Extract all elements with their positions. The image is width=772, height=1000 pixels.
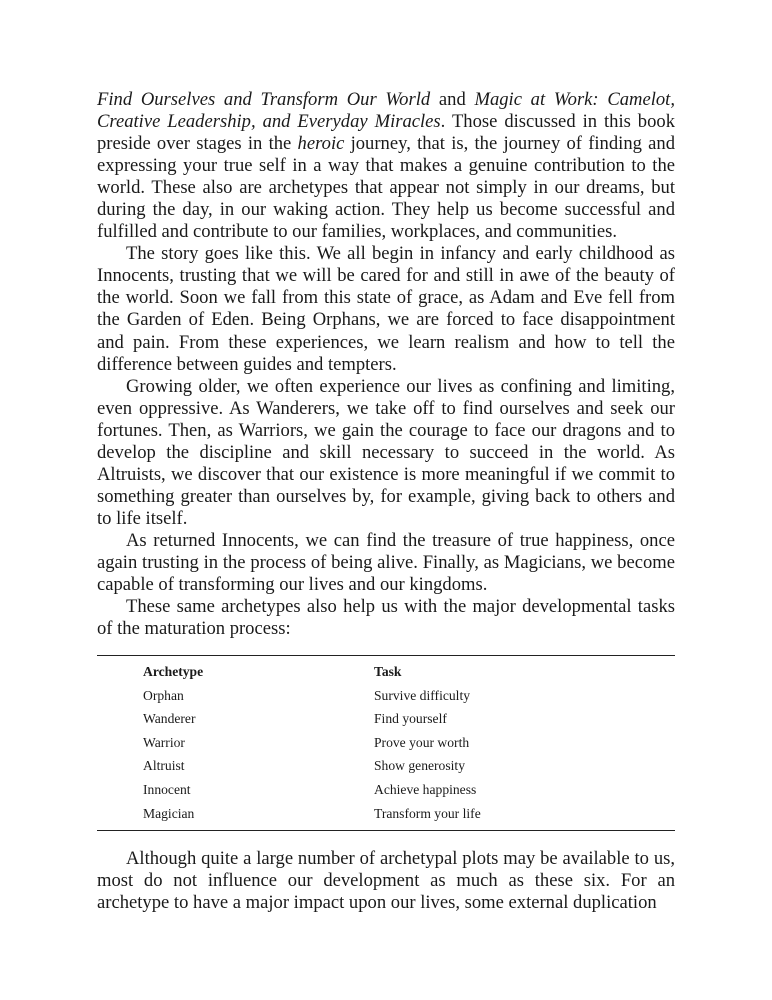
archetype-cell: Altruist <box>143 758 185 774</box>
task-cell: Show generosity <box>374 758 465 774</box>
paragraph-story: The story goes like this. We all begin in infancy and early childhood as Innocents, trusting that we will be cared for and still in awe of the beauty of the world. Soon we fall from this state of grace, as Adam and Eve fell from the Garden of Eden. Being Orphans, we are forced to face disappointment and pain. From these experiences, we learn realism and how to tell the difference between guides and tempters. <box>97 243 675 375</box>
archetype-cell: Orphan <box>143 687 184 703</box>
heroic-word: heroic <box>297 133 345 155</box>
archetype-cell: Magician <box>143 805 195 821</box>
intro-paragraph <box>97 89 675 243</box>
paragraph-returned-innocents: As returned Innocents, we can find the treasure of true happiness, once again trusting in the process of being alive. Finally, as Magicians, we become capable of transforming our lives and our kingdoms. <box>97 529 675 596</box>
intro-text-a: . Those discussed in this book preside over stages in the <box>97 111 675 155</box>
task-cell: Prove your worth <box>374 734 470 750</box>
task-cell: Transform your life <box>374 805 481 821</box>
header-task: Task <box>374 663 402 679</box>
book-title-2: Magic at Work: Camelot, Creative Leadership, and Everyday Miracles <box>97 89 675 133</box>
paragraph-developmental-tasks: These same archetypes also help us with the major developmental tasks of the maturation process: <box>97 596 675 640</box>
table-row <box>97 802 675 826</box>
task-cell: Achieve happiness <box>374 781 477 797</box>
table-row <box>97 731 675 755</box>
table-row <box>97 707 675 731</box>
book-page <box>97 89 675 914</box>
table-row <box>97 755 675 779</box>
task-cell: Find yourself <box>374 711 447 727</box>
book-title-1: Find Ourselves and Transform Our World <box>97 89 431 110</box>
paragraph-closing: Although quite a large number of archetypal plots may be available to us, most do not influence our development as much as these six. For an archetype to have a major impact upon our lives, some external duplication <box>97 848 675 914</box>
archetype-cell: Innocent <box>143 781 191 797</box>
intro-joiner: and <box>430 89 475 110</box>
table-row <box>97 778 675 802</box>
archetype-table <box>97 655 675 831</box>
closing-section <box>97 848 675 914</box>
table-header-row <box>97 660 675 684</box>
archetype-cell: Wanderer <box>143 711 196 727</box>
body-text <box>97 89 675 640</box>
table-row <box>97 684 675 708</box>
task-cell: Survive difficulty <box>374 687 471 703</box>
paragraph-growing-older: Growing older, we often experience our lives as confining and limiting, even oppressive. As Wanderers, we take off to find ourselves and seek our fortunes. Then, as Warriors, we gain the courage to face our dragons and to develop the discipline and skill necessary to succeed in the world. As Altruists, we discover that our existence is more meaningful if we commit to something greater than ourselves by, for example, giving back to others and to life itself. <box>97 375 675 529</box>
archetype-cell: Warrior <box>143 734 185 750</box>
header-archetype: Archetype <box>143 663 204 679</box>
intro-text-b: journey, that is, the journey of finding and expressing your true self in a way that makes a genuine contribution to the world. These also are archetypes that appear not simply in our dreams, but during the day, in our waking action. They help us become successful and fulfilled and contribute to our families, workplaces, and communities. <box>97 133 675 243</box>
